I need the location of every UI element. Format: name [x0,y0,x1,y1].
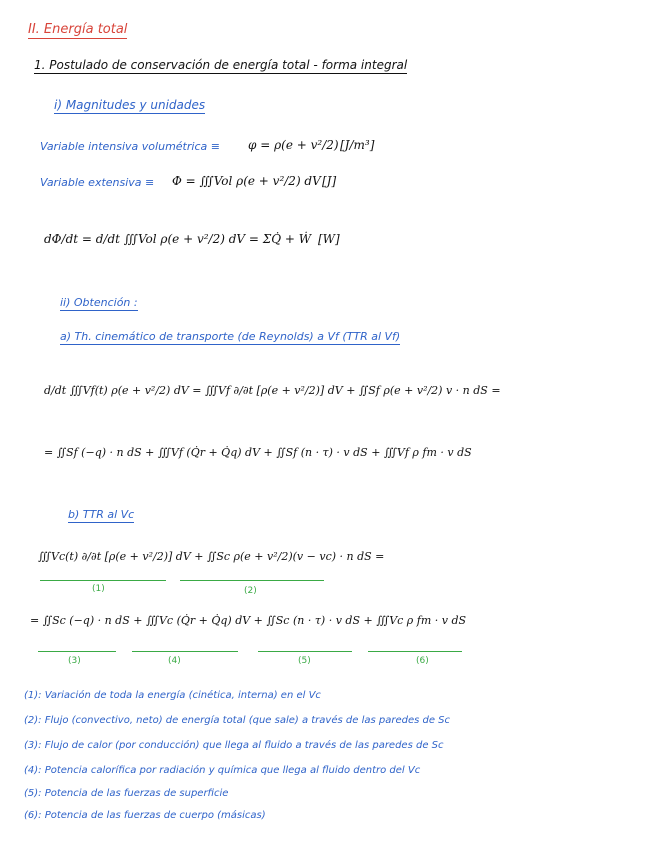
equation-a1: d/dt ∭Vf(t) ρ(e + v²/2) dV = ∭Vf ∂/∂t [ρ(e + v²/2)] dV + ∬Sf ρ(e + v²/2) v · n dS = [44,384,501,397]
term-underline-4 [132,651,238,652]
note-1: (1): Variación de toda la energía (cinética, interna) en el Vc [24,690,321,701]
note-2: (2): Flujo (convectivo, neto) de energía total (que sale) a través de las paredes de Sc [24,715,451,726]
heading-ttr-vf: a) Th. cinemático de transporte (de Reynolds) a Vf (TTR al Vf) [60,330,401,343]
intensive-units: [J/m³] [340,138,375,152]
heading-magnitudes: i) Magnitudes y unidades [54,98,206,112]
section-title: II. Energía total [28,22,128,37]
equation-a2: = ∬Sf (−q) · n dS + ∭Vf (Q̇r + Q̇q) dV + ∬Sf (n · τ) · v dS + ∭Vf ρ fm · v dS [44,446,472,459]
note-4: (4): Potencia calorífica por radiación y química que llega al fluido dentro del Vc [24,765,421,776]
term-label-4: (4) [168,656,181,666]
equation-b1: ∭Vc(t) ∂/∂t [ρ(e + v²/2)] dV + ∬Sc ρ(e + v²/2)(v − vc) · n dS = [38,550,385,563]
rate-formula: dΦ/dt = d/dt ∭Vol ρ(e + v²/2) dV = ΣQ̇ + Ẇ [44,232,312,246]
term-label-6: (6) [416,656,429,666]
term-underline-5 [258,651,352,652]
rate-units: [W] [318,232,340,246]
term-underline-1 [40,580,166,581]
intensive-formula: φ = ρ(e + v²/2) [248,138,339,152]
term-underline-3 [38,651,116,652]
term-label-3: (3) [68,656,81,666]
subsection-title: 1. Postulado de conservación de energía total - forma integral [34,58,408,72]
note-6: (6): Potencia de las fuerzas de cuerpo (másicas) [24,810,266,821]
term-underline-2 [180,580,324,581]
extensive-formula: Φ = ∭Vol ρ(e + v²/2) dV [172,174,321,188]
equation-b2: = ∬Sc (−q) · n dS + ∭Vc (Q̇r + Q̇q) dV + ∬Sc (n · τ) · v dS + ∭Vc ρ fm · v dS [30,614,467,627]
heading-obtencion: ii) Obtención : [60,296,138,309]
extensive-label: Variable extensiva ≡ [40,176,155,189]
note-3: (3): Flujo de calor (por conducción) que llega al fluido a través de las paredes de Sc [24,740,444,751]
term-underline-6 [368,651,462,652]
heading-ttr-vc: b) TTR al Vc [68,508,135,521]
term-label-2: (2) [244,586,257,596]
term-label-5: (5) [298,656,311,666]
intensive-label: Variable intensiva volumétrica ≡ [40,140,220,153]
term-label-1: (1) [92,584,105,594]
extensive-units: [J] [322,174,337,188]
note-5: (5): Potencia de las fuerzas de superficie [24,788,229,799]
